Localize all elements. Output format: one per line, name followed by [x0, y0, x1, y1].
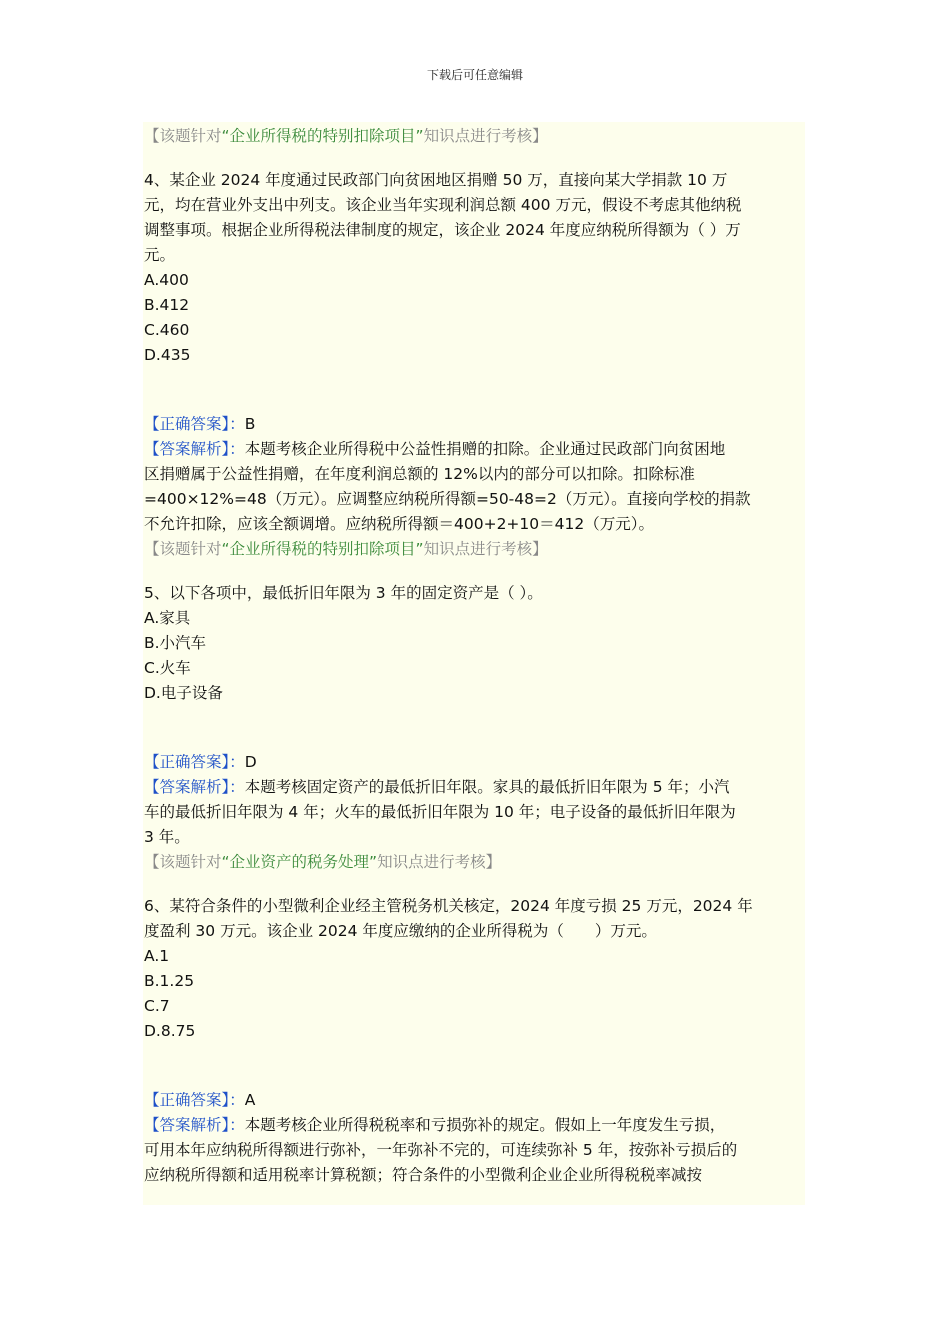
correct-answer [144, 1088, 794, 1113]
analysis-label: 【答案解析】： [144, 1116, 245, 1134]
analysis-text: 3 年。 [144, 828, 190, 846]
option-b: B.412 [144, 296, 190, 314]
option-a: A.400 [144, 271, 189, 289]
correct-answer [144, 750, 794, 775]
question-text: 6、某符合条件的小型微利企业经主管税务机关核定，2024 年度亏损 25 万元，2024 年 [144, 897, 753, 915]
analysis-text: 【答案解析】：本题考核固定资产的最低折旧年限。家具的最低折旧年限为 5 年；小汽 [144, 778, 730, 796]
analysis-text: 车的最低折旧年限为 4 年；火车的最低折旧年限为 10 年；电子设备的最低折旧年限为 [144, 803, 736, 821]
topic-note: 【该题针对“企业所得税的特别扣除项目”知识点进行考核】 [144, 540, 548, 558]
question-text: 元。 [144, 246, 176, 264]
answer-label: 【正确答案】： [144, 1091, 245, 1109]
question-5 [144, 581, 794, 875]
option-d: D.电子设备 [144, 684, 223, 702]
option-c: C.460 [144, 321, 190, 339]
answer-value: A [244, 1091, 256, 1109]
option-a: A.家具 [144, 609, 191, 627]
option-c: C.7 [144, 997, 170, 1015]
answer-value: D [244, 753, 257, 771]
correct-answer [144, 412, 794, 437]
option-b: B.小汽车 [144, 634, 207, 652]
document-body [144, 124, 794, 1188]
analysis-text: 区捐赠属于公益性捐赠，在年度利润总额的 12%以内的部分可以扣除。扣除标准 [144, 465, 695, 483]
question-text: 4、某企业 2024 年度通过民政部门向贫困地区捐赠 50 万，直接向某大学捐款 10 万 [144, 171, 728, 189]
option-d: D.435 [144, 346, 191, 364]
topic-note: 【该题针对“企业资产的税务处理”知识点进行考核】 [144, 853, 502, 871]
option-a: A.1 [144, 947, 170, 965]
analysis-text: =400×12%=48（万元）。应调整应纳税所得额=50-48=2（万元）。直接向学校的捐款 [144, 490, 751, 508]
option-d: D.8.75 [144, 1022, 196, 1040]
question-text: 度盈利 30 万元。该企业 2024 年度应缴纳的企业所得税为（ ）万元。 [144, 922, 657, 940]
page-header: 下载后可任意编辑 [426, 68, 523, 82]
question-text: 元，均在营业外支出中列支。该企业当年实现利润总额 400 万元，假设不考虑其他纳税 [144, 196, 742, 214]
topic-note: 【该题针对“企业所得税的特别扣除项目”知识点进行考核】 [144, 127, 548, 145]
option-c: C.火车 [144, 659, 191, 677]
question-text: 调整事项。根据企业所得税法律制度的规定，该企业 2024 年度应纳税所得额为（ ）万 [144, 221, 741, 239]
analysis-text: 【答案解析】：本题考核企业所得税税率和亏损弥补的规定。假如上一年度发生亏损， [144, 1116, 726, 1134]
question-4 [144, 168, 794, 562]
analysis-label: 【答案解析】： [144, 778, 245, 796]
option-b: B.1.25 [144, 972, 195, 990]
analysis-text: 可用本年应纳税所得额进行弥补，一年弥补不完的，可连续弥补 5 年，按弥补亏损后的 [144, 1141, 738, 1159]
analysis-text: 【答案解析】：本题考核企业所得税中公益性捐赠的扣除。企业通过民政部门向贫困地 [144, 440, 726, 458]
question-text: 5、以下各项中，最低折旧年限为 3 年的固定资产是（ ）。 [144, 584, 543, 602]
analysis-text: 应纳税所得额和适用税率计算税额；符合条件的小型微利企业企业所得税税率减按 [144, 1166, 703, 1184]
analysis-label: 【答案解析】： [144, 440, 245, 458]
analysis-text: 不允许扣除，应该全额调增。应纳税所得额＝400+2+10＝412（万元）。 [144, 515, 654, 533]
question-6 [144, 894, 794, 1188]
answer-label: 【正确答案】： [144, 415, 245, 433]
answer-value: B [244, 415, 256, 433]
answer-label: 【正确答案】： [144, 753, 245, 771]
